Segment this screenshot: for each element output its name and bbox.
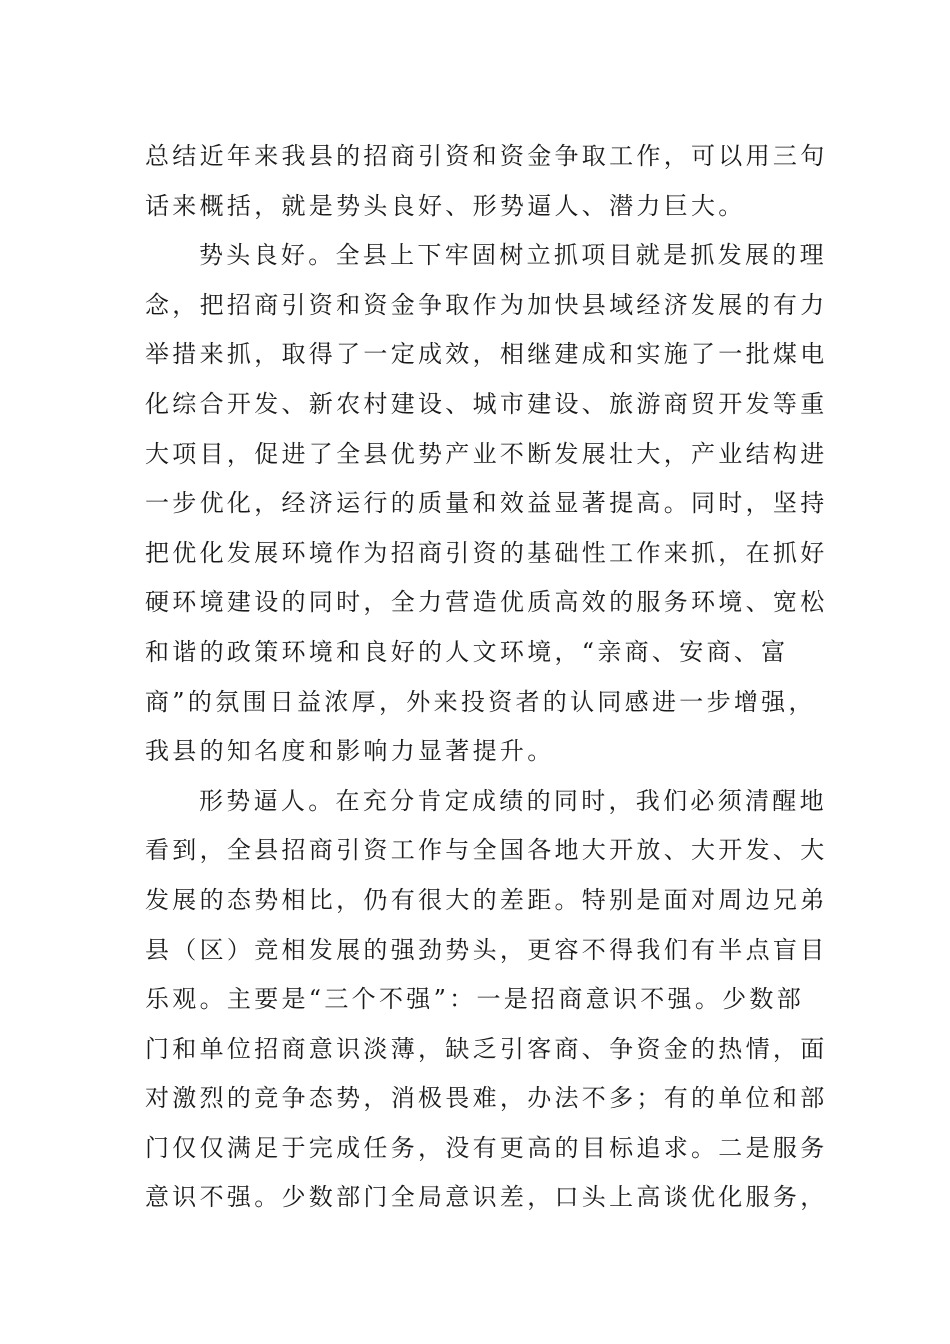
- text-line: 我县的知名度和影响力显著提升。: [145, 737, 555, 766]
- text-line: 门仅仅满足于完成任务，没有更高的目标追求。二是服务: [145, 1133, 828, 1162]
- text-line: 化综合开发、新农村建设、城市建设、旅游商贸开发等重: [145, 389, 828, 418]
- text-line: 发展的态势相比，仍有很大的差距。特别是面对周边兄弟: [145, 885, 828, 914]
- text-line: 硬环境建设的同时，全力营造优质高效的服务环境、宽松: [145, 588, 828, 617]
- text-line: 话来概括，就是势头良好、形势逼人、潜力巨大。: [145, 191, 746, 220]
- text-line: 对激烈的竞争态势，消极畏难，办法不多；有的单位和部: [145, 1084, 828, 1113]
- text-line: 总结近年来我县的招商引资和资金争取工作，可以用三句: [145, 142, 828, 170]
- text-line: 举措来抓，取得了一定成效，相继建成和实施了一批煤电: [145, 340, 828, 369]
- text-line: 县（区）竞相发展的强劲势头，更容不得我们有半点盲目: [145, 935, 828, 964]
- text-line: 念，把招商引资和资金争取作为加快县域经济发展的有力: [145, 290, 828, 319]
- text-line: 商”的氛围日益浓厚，外来投资者的认同感进一步增强，: [145, 687, 816, 716]
- text-line: 一步优化，经济运行的质量和效益显著提高。同时，坚持: [145, 489, 828, 518]
- text-line: 门和单位招商意识淡薄，缺乏引客商、争资金的热情，面: [145, 1034, 828, 1063]
- text-line: 把优化发展环境作为招商引资的基础性工作来抓，在抓好: [145, 538, 828, 567]
- text-line: 看到，全县招商引资工作与全国各地大开放、大开发、大: [145, 836, 828, 865]
- body-text: [145, 132, 828, 1223]
- text-line: 大项目，促进了全县优势产业不断发展壮大，产业结构进: [145, 439, 828, 468]
- paragraph-start-line: 形势逼人。在充分肯定成绩的同时，我们必须清醒地: [199, 786, 827, 815]
- text-line: 乐观。主要是“三个不强”：一是招商意识不强。少数部: [145, 985, 805, 1014]
- text-line: 和谐的政策环境和良好的人文环境，“亲商、安商、富: [145, 637, 789, 666]
- paragraph-start-line: 势头良好。全县上下牢固树立抓项目就是抓发展的理: [199, 241, 827, 270]
- text-line: 意识不强。少数部门全局意识差，口头上高谈优化服务，: [145, 1183, 828, 1212]
